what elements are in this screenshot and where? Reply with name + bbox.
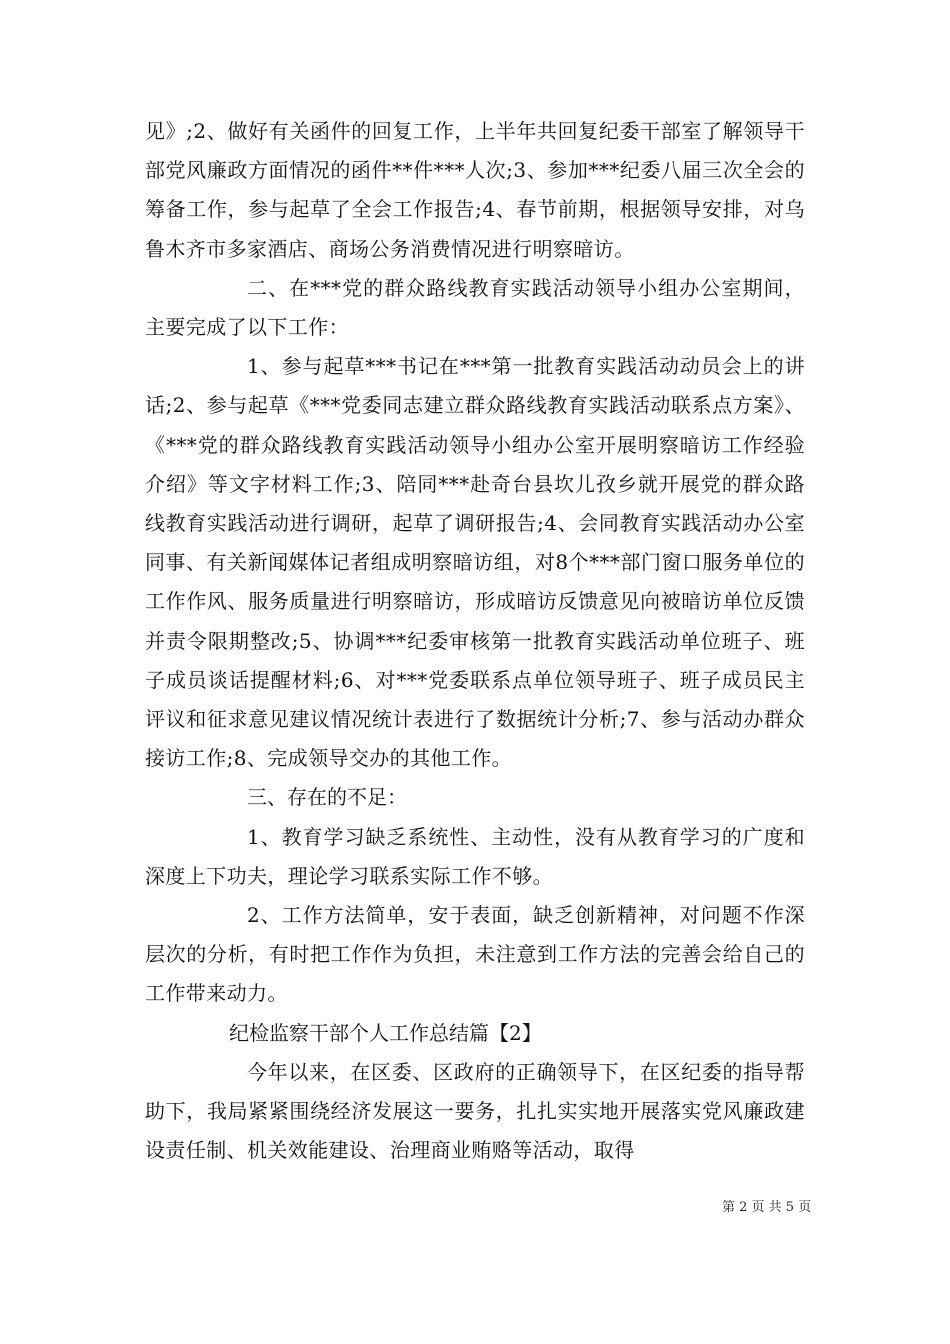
paragraph-shortcoming-two: 2、工作方法简单，安于表面，缺乏创新精神，对问题不作深层次的分析，有时把工作作为负担，未注意到工作方法的完善会给自己的工作带来动力。 (145, 903, 805, 1006)
paragraph-continuation: 见》;2、做好有关函件的回复工作，上半年共回复纪委干部室了解领导干部党风廉政方面情况的函件**件***人次;3、参加***纪委八届三次全会的筹备工作，参与起草了全会工作报告;4、春节前期，根据领导安排，对乌鲁木齐市多家酒店、商场公务消费情况进行明察暗访。 (145, 119, 805, 261)
section-three-heading: 三、存在的不足： (247, 785, 407, 810)
paragraph-shortcoming-one: 1、教育学习缺乏系统性、主动性，没有从教育学习的广度和深度上下功夫，理论学习联系实际工作不够。 (145, 824, 805, 888)
paragraph-article-two-intro: 今年以来，在区委、区政府的正确领导下，在区纪委的指导帮助下，我局紧紧围绕经济发展这一要务，扎扎实实地开展落实党风廉政建设责任制、机关效能建设、治理商业贿赂等活动，取得 (145, 1059, 805, 1163)
document-body (145, 112, 805, 1170)
article-two-title: 纪检监察干部个人工作总结篇【2】 (229, 1020, 542, 1045)
page-number-footer: 第 2 页 共 5 页 (722, 1200, 812, 1215)
section-two-heading: 二、在***党的群众路线教育实践活动领导小组办公室期间，主要完成了以下工作： (145, 275, 805, 340)
paragraph-section-two-items: 1、参与起草***书记在***第一批教育实践活动动员会上的讲话;2、参与起草《***党委同志建立群众路线教育实践活动联系点方案》、《***党的群众路线教育实践活动领导小组办公室开展明察暗访工作经验介绍》等文字材料工作;3、陪同***赴奇台县坎儿孜乡就开展党的群众路线教育实践活动进行调研，起草了调研报告;4、会同教育实践活动办公室同事、有关新闻媒体记者组成明察暗访组，对8个***部门窗口服务单位的工作作风、服务质量进行明察暗访，形成暗访反馈意见向被暗访单位反馈并责令限期整改;5、协调***纪委审核第一批教育实践活动单位班子、班子成员谈话提醒材料;6、对***党委联系点单位领导班子、班子成员民主评议和征求意见建议情况统计表进行了数据统计分析;7、参与活动办群众接访工作;8、完成领导交办的其他工作。 (145, 354, 805, 771)
